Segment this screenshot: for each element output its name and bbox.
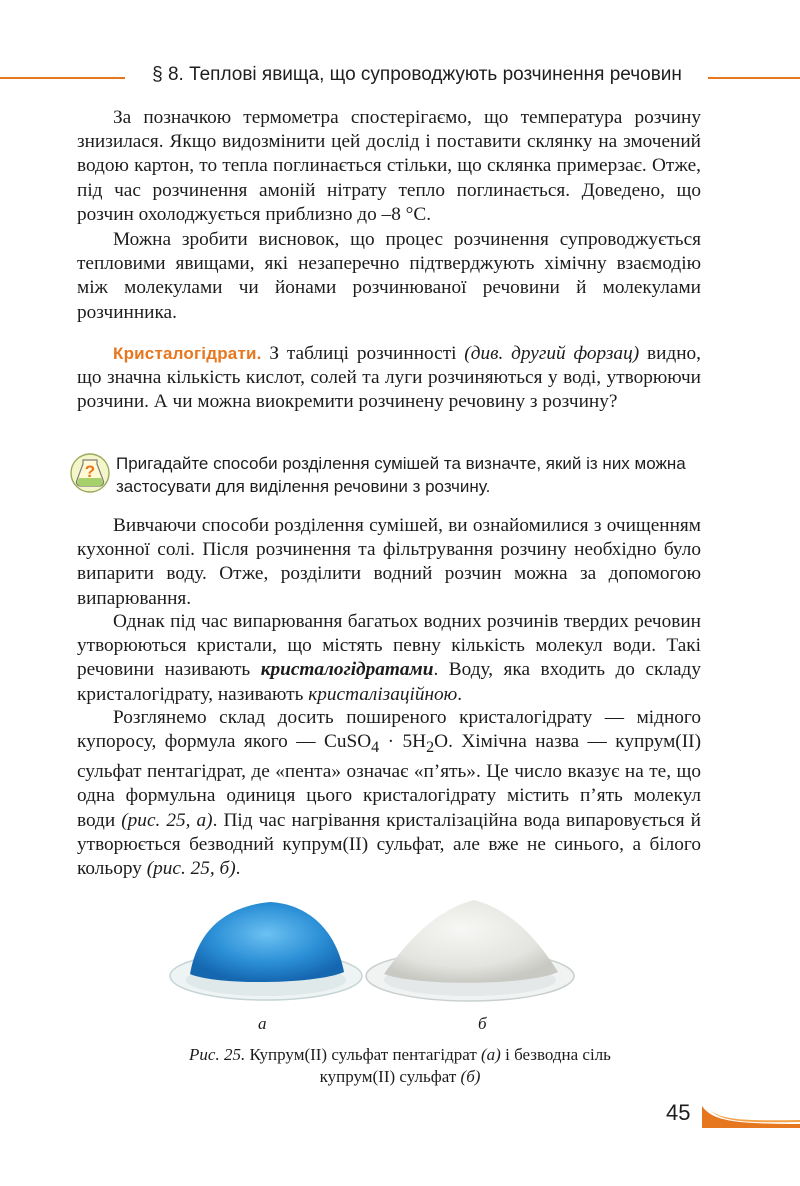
copper-sulfate-photo — [168, 888, 580, 1008]
figure-label-b: б — [478, 1014, 487, 1033]
paragraph-thermometer: За позначкою термометра спостерігаємо, що температура розчину знизилася. Якщо видозмінити цей дослід і поставити склянку на змочений водою картон, то тепла поглинається стільки, що склянка примерзає. Отже, під час розчинення амоній нітрату тепло поглинається. Доведено, що розчин охолоджується приблизно до –8 °С. — [77, 107, 701, 225]
paragraph-definition: Однак під час випарювання багатьох водних розчинів твердих речовин утворюються кристали, що містять певну кількість молекул води. Такі речовини називають кристалогідратами. Воду, яка входить до складу кристалогідрату, називають кристалізаційною. — [77, 611, 701, 705]
blue-powder-dish — [170, 902, 362, 1000]
page-header-title: § 8. Теплові явища, що супроводжують розчинення речовин — [152, 64, 682, 85]
paragraph-conclusion: Можна зробити висновок, що процес розчинення супроводжується тепловими явищами, які незаперечно підтверджують хімічну взаємодію між молекулами чи йонами розчинюваної речовини й молекулами розчинника. — [77, 229, 701, 323]
term-crystalhydrates: кристалогідратами — [260, 659, 434, 681]
term-crystallization-water: кристалізаційною — [308, 683, 458, 705]
question-prompt: Пригадайте способи розділення сумішей та визначте, який із них можна застосувати для виділення речовини з розчину. — [116, 454, 686, 496]
paragraph-crystalhydrates: Кристалогідрати. З таблиці розчинності (див. другий форзац) видно, що значна кількість кислот, солей та луги розчиняються у воді, утворюючи розчини. А чи можна виокремити розчинену речовину з розчину? — [77, 343, 701, 413]
figure-label-a: а — [258, 1014, 267, 1033]
paragraph-separation: Вивчаючи способи розділення сумішей, ви ознайомилися з очищенням кухонної солі. Після розчинення та фільтрування розчину необхідно було випарити воду. Отже, розділити водний розчин можна за допомогою випарювання. — [77, 515, 701, 609]
section-keyword: Кристалогідрати. — [113, 344, 262, 363]
page-corner-swoosh-icon — [700, 1102, 800, 1128]
figure-caption: Рис. 25. Купрум(ІІ) сульфат пентагідрат (а) і безводна сіль купрум(ІІ) сульфат (б) — [189, 1045, 611, 1086]
svg-text:?: ? — [84, 462, 96, 481]
paragraph-copper-sulfate: Розглянемо склад досить поширеного кристалогідрату — мідного купоросу, формула якого — CuSO$_4$ · $5H_2O$. Хімічна назва — купрум(ІІ) сульфат пентагідрат, де «пента» означає «п’ять». Це число вказує на те, що одна формульна одиниця цього кристалогідрату містить п’ять молекул води (рис. 25, а). Під час нагрівання кристалізаційна вода випаровується й утворюється безводний купрум(ІІ) сульфат, але вже не синього, а білого кольору (рис. 25, б). — [77, 707, 701, 880]
header-rule-left — [0, 77, 125, 79]
question-flask-icon — [68, 450, 112, 496]
reference-link: (див. другий форзац) — [464, 343, 640, 364]
white-powder-dish — [366, 900, 574, 1001]
page-number: 45 — [666, 1100, 691, 1125]
header-rule-right — [708, 77, 800, 79]
figure-reference-b: (рис. 25, б) — [146, 858, 236, 880]
figure-reference-a: (рис. 25, а) — [121, 809, 213, 831]
